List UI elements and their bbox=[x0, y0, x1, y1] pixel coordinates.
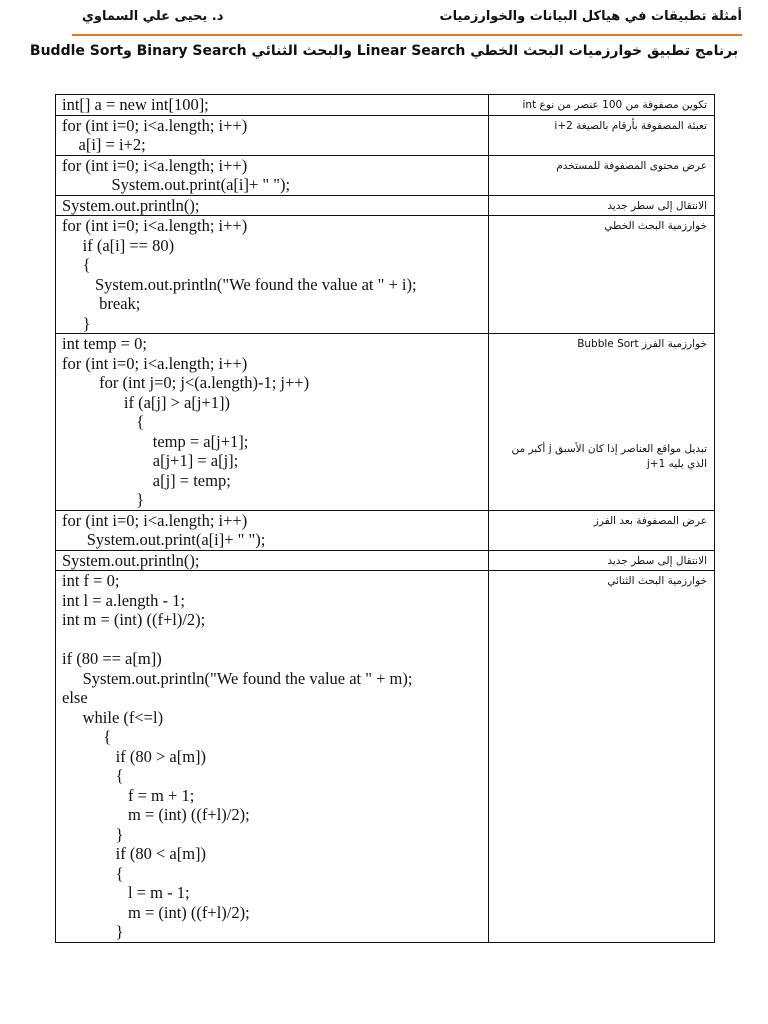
course-title: أمثلة تطبيقات في هياكل البيانات والخوارزميات bbox=[439, 9, 742, 24]
description-text: خوارزمية البحث الثنائي bbox=[607, 575, 707, 587]
description-cell bbox=[489, 510, 715, 550]
code-line: f = m + 1; bbox=[62, 785, 195, 805]
code-cell bbox=[56, 95, 489, 116]
table-row bbox=[56, 195, 715, 216]
table-row bbox=[56, 115, 715, 155]
description-text: الذي يليه j+1 bbox=[646, 458, 707, 470]
author-name: د. يحيى علي السماوي bbox=[82, 9, 224, 24]
table-row bbox=[56, 216, 715, 334]
table-row bbox=[56, 571, 715, 943]
description-text: تعبئة المصفوفة بأرقام بالصيغة i+2 bbox=[554, 119, 707, 132]
description-text: الانتقال إلى سطر جديد bbox=[607, 199, 707, 212]
code-line: } bbox=[62, 922, 124, 941]
description-cell bbox=[489, 571, 715, 943]
description-cell bbox=[489, 216, 715, 334]
code-line: System.out.println(); bbox=[62, 550, 200, 570]
code-line: int m = (int) ((f+l)/2); bbox=[62, 610, 206, 629]
code-line: System.out.println(); bbox=[62, 195, 200, 215]
code-line: while (f<=l) bbox=[62, 707, 164, 727]
description-text: تبديل مواقع العناصر إذا كان الأسبق j أكبر من bbox=[511, 443, 707, 455]
code-cell bbox=[56, 195, 489, 216]
description-text: تكوين مصفوفة من 100 عنصر من نوع int bbox=[522, 99, 707, 111]
description-text: الانتقال إلى سطر جديد bbox=[607, 554, 707, 567]
code-line: } bbox=[62, 824, 124, 844]
description-cell bbox=[489, 334, 715, 511]
code-cell bbox=[56, 510, 489, 550]
code-line: for (int i=0; i<a.length; i++) bbox=[62, 510, 248, 530]
code-line: { bbox=[62, 766, 124, 785]
code-line: break; bbox=[62, 294, 141, 313]
code-cell bbox=[56, 550, 489, 571]
code-line: for (int i=0; i<a.length; i++) bbox=[62, 353, 248, 373]
code-line: } bbox=[62, 490, 145, 509]
code-line: if (80 < a[m]) bbox=[62, 844, 207, 863]
code-line: m = (int) ((f+l)/2); bbox=[62, 805, 250, 824]
page-title: برنامج تطبيق خوارزميات البحث الخطي Linear Search والبحث الثنائي Binary Search وBuddle Sort bbox=[29, 43, 739, 59]
table-row bbox=[56, 155, 715, 195]
table-row bbox=[56, 550, 715, 571]
code-cell bbox=[56, 334, 489, 511]
description-text: خوارزمية البحث الخطي bbox=[604, 220, 707, 232]
description-text: عرض المصفوفة بعد الفرز bbox=[593, 514, 707, 527]
code-line: } bbox=[62, 313, 91, 333]
table-row bbox=[56, 510, 715, 550]
code-line: int[] a = new int[100]; bbox=[62, 95, 209, 114]
code-line: temp = a[j+1]; bbox=[62, 431, 249, 451]
description-text: عرض محتوى المصفوفة للمستخدم bbox=[556, 159, 707, 172]
code-line: for (int j=0; j<(a.length)-1; j++) bbox=[62, 373, 310, 392]
description-text: خوارزمية الفرز Bubble Sort bbox=[577, 338, 707, 350]
code-line: a[i] = i+2; bbox=[62, 135, 146, 154]
description-spacer bbox=[489, 352, 714, 442]
code-line: a[j] = temp; bbox=[62, 470, 231, 490]
code-line: System.out.print(a[i]+ " "); bbox=[62, 175, 291, 194]
code-cell bbox=[56, 216, 489, 334]
description-cell bbox=[489, 195, 715, 216]
code-table bbox=[55, 94, 715, 943]
code-line: if (a[j] > a[j+1]) bbox=[62, 392, 230, 412]
table-row bbox=[56, 334, 715, 511]
code-line: { bbox=[62, 412, 145, 431]
code-line: System.out.print(a[i]+ " "); bbox=[62, 530, 266, 549]
code-line: if (a[i] == 80) bbox=[62, 235, 175, 255]
code-line bbox=[56, 630, 488, 650]
description-cell bbox=[489, 95, 715, 116]
code-line: m = (int) ((f+l)/2); bbox=[62, 902, 250, 922]
code-line: { bbox=[62, 727, 112, 746]
code-line: int f = 0; bbox=[62, 571, 120, 590]
code-line: for (int i=0; i<a.length; i++) bbox=[62, 155, 248, 175]
code-line: System.out.println("We found the value at " + i); bbox=[62, 274, 417, 294]
code-line: for (int i=0; i<a.length; i++) bbox=[62, 216, 248, 235]
description-cell bbox=[489, 550, 715, 571]
code-line: l = m - 1; bbox=[62, 883, 190, 902]
description-cell bbox=[489, 155, 715, 195]
code-line: int temp = 0; bbox=[62, 334, 147, 353]
code-line: if (80 > a[m]) bbox=[62, 746, 207, 766]
code-cell bbox=[56, 571, 489, 943]
code-cell bbox=[56, 155, 489, 195]
code-line: int l = a.length - 1; bbox=[62, 590, 185, 610]
description-cell bbox=[489, 115, 715, 155]
table-row bbox=[56, 95, 715, 116]
code-cell bbox=[56, 115, 489, 155]
code-line: { bbox=[62, 863, 124, 883]
code-line: for (int i=0; i<a.length; i++) bbox=[62, 115, 248, 135]
code-line: { bbox=[62, 255, 91, 274]
code-line: if (80 == a[m]) bbox=[62, 649, 162, 668]
code-line: else bbox=[62, 688, 88, 707]
header-divider bbox=[72, 34, 742, 36]
code-line: a[j+1] = a[j]; bbox=[62, 451, 239, 470]
code-line: System.out.println("We found the value at " + m); bbox=[62, 668, 413, 688]
